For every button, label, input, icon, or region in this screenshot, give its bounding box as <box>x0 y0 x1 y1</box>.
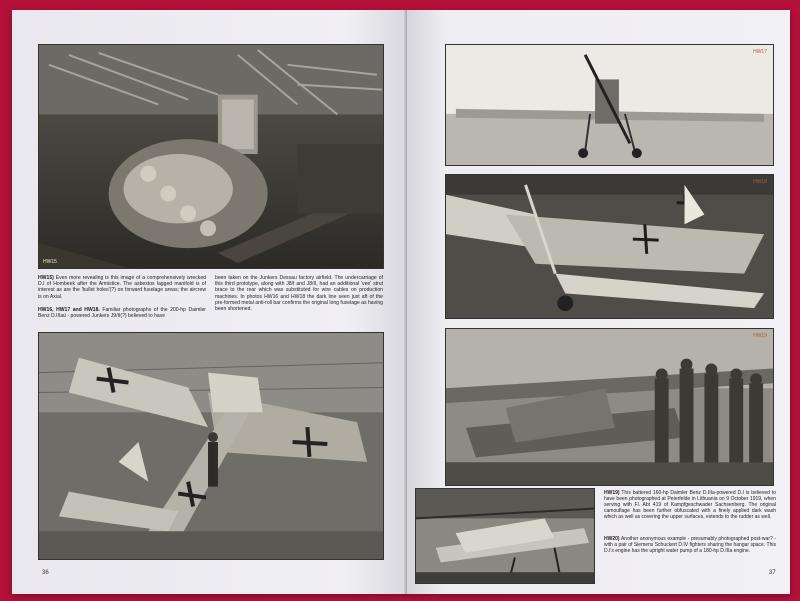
photo-hw18-aircraft-side <box>445 174 774 319</box>
photo-hw20-hangar <box>415 488 595 584</box>
right-page <box>407 10 790 594</box>
caption-text: This battered 160-hp Daimler Benz D.IIIa-powered D.I is believed to have been photographed at Peterfelde in Lithuania on 9 October 1919, when serving with Fl. Abt 419 of Kampfgeschwader Sachsenberg. The original camouflage has been further obfuscated with a finely applied dark wash which as well as covering the upper surfaces, extends to the rudder as well. <box>604 490 776 520</box>
caption-hw20 <box>604 536 776 554</box>
caption-id: HW20) <box>604 536 620 542</box>
photo-hw16-aircraft <box>38 332 384 560</box>
left-page <box>12 10 407 594</box>
caption-text: been taken on the Junkers Dessau factory airfield. The undercarriage of this third prototype, along with J8/I and J8/II, had an additional 'vee' strut brace to the rear which was substituted for wire cables on production machines. In photos HW16 and HW18 the dark line seen just aft of the pre-formed metal anti-roll bar confirms the original long fuselage as having been shortened. <box>215 275 383 313</box>
photo-tag: HW18 <box>753 179 767 185</box>
caption-id: HW15) <box>38 275 54 281</box>
caption-text: Even more revealing is this image of a comprehensively wrecked D.I of Hombeek after the Armistice. The asbestos lagged manifold is of interest as are the 'bullet holes'(?) on forward fuselage areas; the aircrew is on Axial. <box>38 275 206 300</box>
photo-hw17-aircraft-front <box>445 44 774 166</box>
caption-hw15 <box>38 275 206 300</box>
magazine-spread <box>12 10 790 594</box>
caption-text: Familiar photographs of the 200-hp Daimler Benz D.IIIaü - powered Junkers J9/II(?) believed to have <box>38 307 206 320</box>
page-number-right: 37 <box>769 570 776 576</box>
photo-hw19-battered-aircraft <box>445 328 774 486</box>
photo-tag: HW15 <box>43 259 57 265</box>
photo-hw15-wreck <box>38 44 384 269</box>
photo-tag: HW17 <box>753 49 767 55</box>
caption-text: Another anonymous example - presumably photographed post-war? - with a pair of Siemens Schuckert D.IV fighters sharing the hangar space. This D.I's engine has the upright water pump of a 180-hp D.IIIa engine. <box>604 536 776 554</box>
page-number-left: 36 <box>42 570 49 576</box>
caption-hw16-18 <box>38 307 206 319</box>
caption-hw16-18-continued <box>215 275 383 312</box>
caption-hw19 <box>604 490 776 520</box>
photo-tag: HW19 <box>753 333 767 339</box>
caption-id: HW16, HW17 and HW18. <box>38 307 100 313</box>
caption-id: HW19) <box>604 490 620 496</box>
